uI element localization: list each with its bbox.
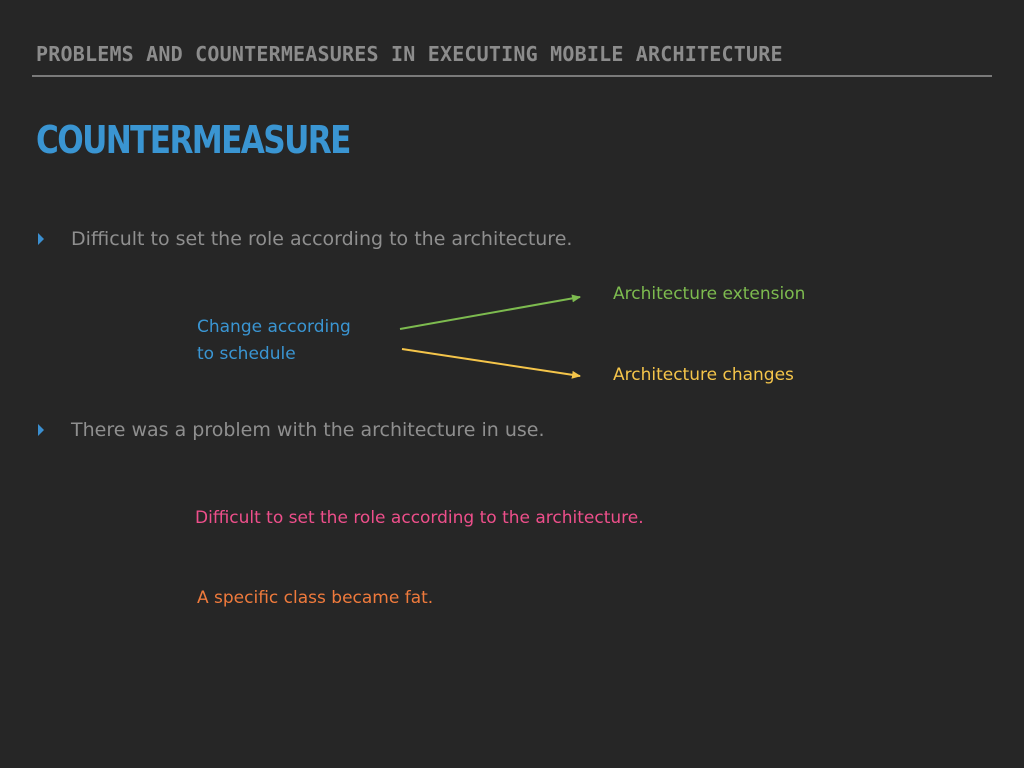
diagram-source-line-2: to schedule <box>197 344 296 364</box>
arrow-to-extension <box>400 297 580 329</box>
bullet-text-1: Difficult to set the role according to the architecture. <box>71 228 573 250</box>
problem-item-fat-class: A specific class became fat. <box>197 588 434 608</box>
bullet-text-2: There was a problem with the architecture in use. <box>71 419 545 441</box>
bullet-item-2 <box>38 419 545 441</box>
bullet-triangle-icon <box>38 424 44 436</box>
diagram-source-line-1: Change according <box>197 317 351 337</box>
diagram-target-extension: Architecture extension <box>613 284 806 304</box>
header-title: PROBLEMS AND COUNTERMEASURES IN EXECUTING MOBILE ARCHITECTURE <box>36 42 783 66</box>
arrow-to-changes <box>402 349 580 376</box>
slide-title: COUNTERMEASURE <box>36 118 350 162</box>
problem-item-role: Difficult to set the role according to the architecture. <box>195 508 644 528</box>
diagram-target-changes: Architecture changes <box>613 365 794 385</box>
